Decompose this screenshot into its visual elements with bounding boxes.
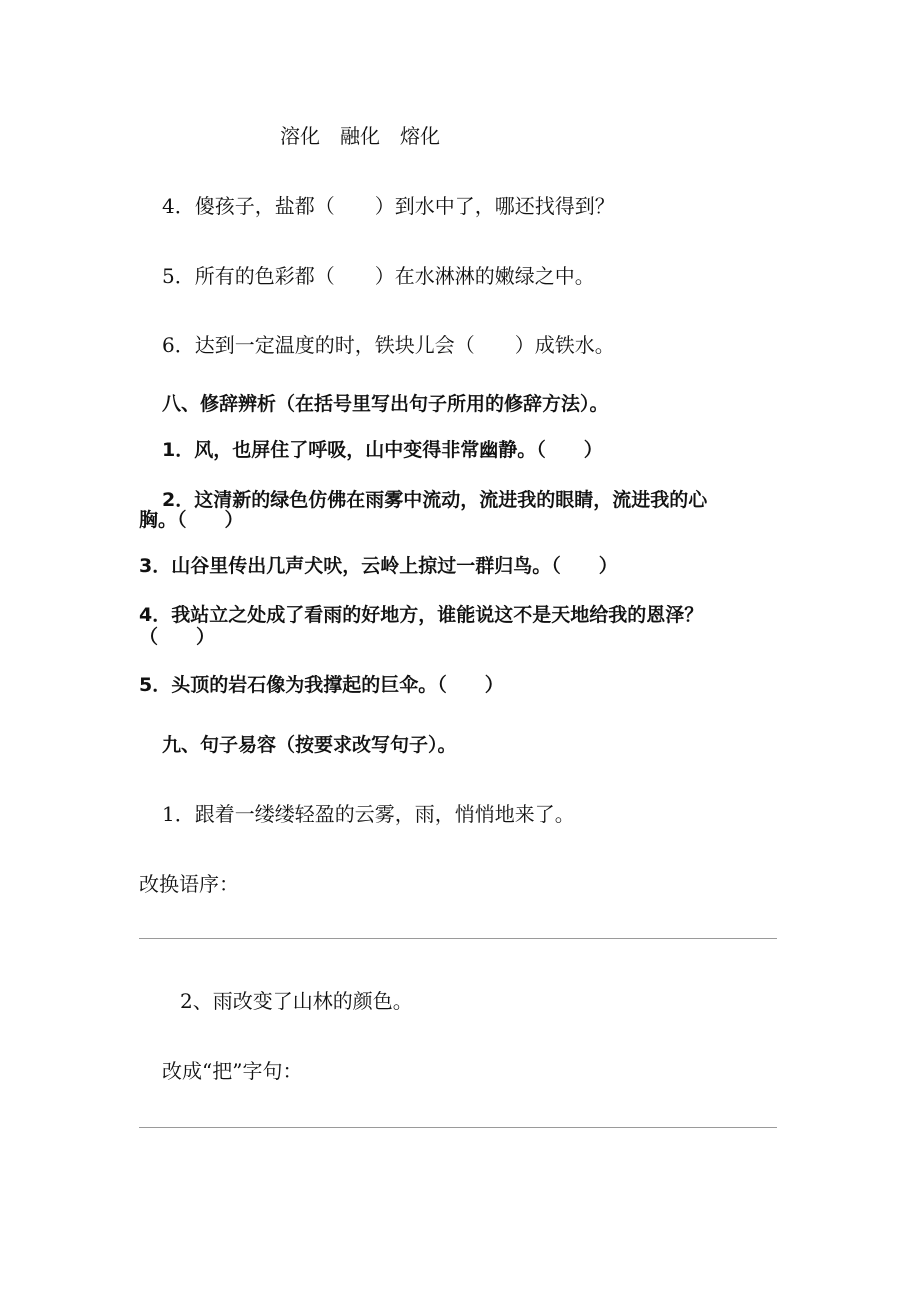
section-8-title: 八、修辞辨析（在括号里写出句子所用的修辞方法）。 bbox=[162, 393, 609, 415]
rewrite-prompt-1: 改换语序： bbox=[139, 872, 239, 896]
rhetoric-item-2-line-2: 胸。（ ） bbox=[139, 509, 244, 531]
section-9-title: 九、句子易容（按要求改写句子）。 bbox=[162, 734, 457, 756]
rhetoric-item-4-line-2: （ ） bbox=[139, 626, 216, 648]
word-options: 溶化 融化 熔化 bbox=[280, 124, 440, 148]
fill-blank-item-6: 6．达到一定温度的时，铁块儿会（ ）成铁水。 bbox=[162, 333, 615, 357]
rewrite-item-2: 2、雨改变了山林的颜色。 bbox=[180, 989, 413, 1013]
fill-blank-item-5: 5．所有的色彩都（ ）在水淋淋的嫩绿之中。 bbox=[162, 264, 595, 288]
rewrite-prompt-2: 改成“把”字句： bbox=[162, 1059, 303, 1083]
rhetoric-item-2-line-1: 2．这清新的绿色仿佛在雨雾中流动，流进我的眼睛，流进我的心 bbox=[162, 489, 708, 511]
rhetoric-item-4-line-1: 4．我站立之处成了看雨的好地方，谁能说这不是天地给我的恩泽？ bbox=[139, 604, 704, 626]
answer-line-1[interactable] bbox=[139, 938, 777, 939]
rewrite-item-1: 1．跟着一缕缕轻盈的云雾，雨，悄悄地来了。 bbox=[162, 802, 575, 826]
fill-blank-item-4: 4．傻孩子，盐都（ ）到水中了，哪还找得到？ bbox=[162, 194, 615, 218]
rhetoric-item-3: 3．山谷里传出几声犬吠，云岭上掠过一群归鸟。（ ） bbox=[139, 555, 618, 577]
rhetoric-item-1: 1．风，也屏住了呼吸，山中变得非常幽静。（ ） bbox=[162, 439, 603, 461]
rhetoric-item-5: 5．头顶的岩石像为我撑起的巨伞。（ ） bbox=[139, 674, 504, 696]
answer-line-2[interactable] bbox=[139, 1127, 777, 1128]
